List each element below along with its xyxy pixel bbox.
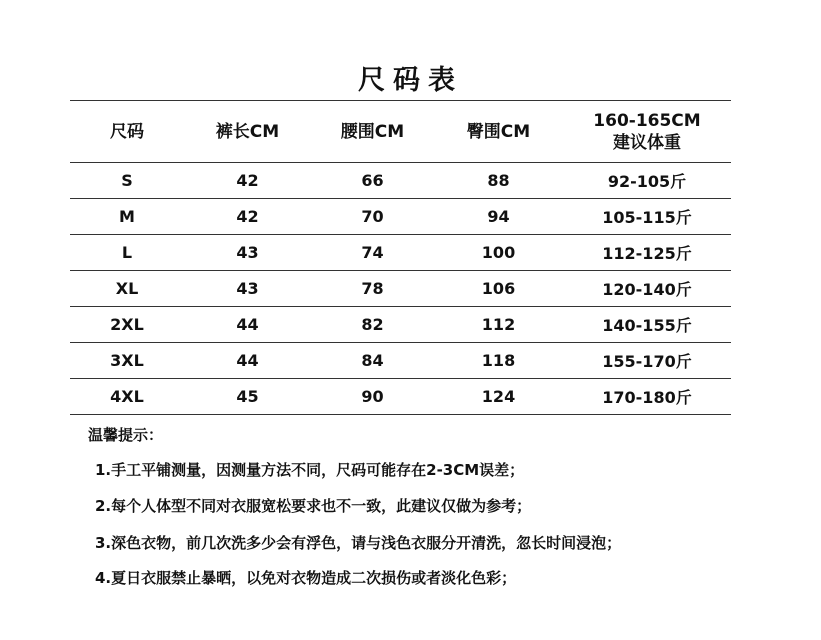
hip-cell: 106 [434,271,563,307]
tips-title: 温馨提示： [88,426,164,444]
header-weight-label: 建议体重 [613,132,681,153]
size-cell: 2XL [70,307,184,343]
weight-cell: 155-170斤 [563,343,731,379]
weight-cell: 170-180斤 [563,379,731,415]
hip-cell: 88 [434,163,563,199]
size-cell: 3XL [70,343,184,379]
waist-cell: 78 [311,271,434,307]
length-cell: 44 [184,343,311,379]
header-hip-label: 臀围CM [466,121,531,142]
page-title: 尺码表 [358,65,463,96]
size-cell: M [70,199,184,235]
waist-cell: 84 [311,343,434,379]
length-cell: 43 [184,271,311,307]
tip-item: 3.深色衣物，前几次洗多少会有浮色，请与浅色衣服分开清洗，忽长时间浸泡； [95,534,622,552]
weight-cell: 140-155斤 [563,307,731,343]
length-cell: 45 [184,379,311,415]
header-size [70,101,184,163]
size-cell: XL [70,271,184,307]
table-row [70,307,731,343]
size-cell: S [70,163,184,199]
waist-cell: 66 [311,163,434,199]
header-weight [563,101,731,163]
table-row [70,199,731,235]
length-cell: 42 [184,163,311,199]
hip-cell: 100 [434,235,563,271]
hip-cell: 118 [434,343,563,379]
waist-cell: 90 [311,379,434,415]
tip-item: 4.夏日衣服禁止暴晒，以免对衣物造成二次损伤或者淡化色彩； [95,569,517,587]
header-length-label: 裤长CM [215,121,280,142]
header-weight-height-label: 160-165CM [593,110,701,131]
table-row [70,163,731,199]
table-row [70,343,731,379]
tip-item: 2.每个人体型不同对衣服宽松要求也不一致，此建议仅做为参考； [95,497,532,515]
header-waist [311,101,434,163]
weight-cell: 112-125斤 [563,235,731,271]
table-row [70,235,731,271]
weight-cell: 120-140斤 [563,271,731,307]
tip-item: 1.手工平铺测量，因测量方法不同，尺码可能存在2-3CM误差； [95,461,525,479]
waist-cell: 82 [311,307,434,343]
table-row [70,379,731,415]
size-cell: 4XL [70,379,184,415]
length-cell: 42 [184,199,311,235]
size-cell: L [70,235,184,271]
waist-cell: 70 [311,199,434,235]
table-header-row [70,101,731,163]
weight-cell: 105-115斤 [563,199,731,235]
table-row [70,271,731,307]
waist-cell: 74 [311,235,434,271]
hip-cell: 94 [434,199,563,235]
header-waist-label: 腰围CM [340,121,405,142]
hip-cell: 112 [434,307,563,343]
hip-cell: 124 [434,379,563,415]
weight-cell: 92-105斤 [563,163,731,199]
length-cell: 44 [184,307,311,343]
header-size-label: 尺码 [110,121,144,142]
header-hip [434,101,563,163]
size-chart-table [70,100,731,415]
header-length [184,101,311,163]
length-cell: 43 [184,235,311,271]
